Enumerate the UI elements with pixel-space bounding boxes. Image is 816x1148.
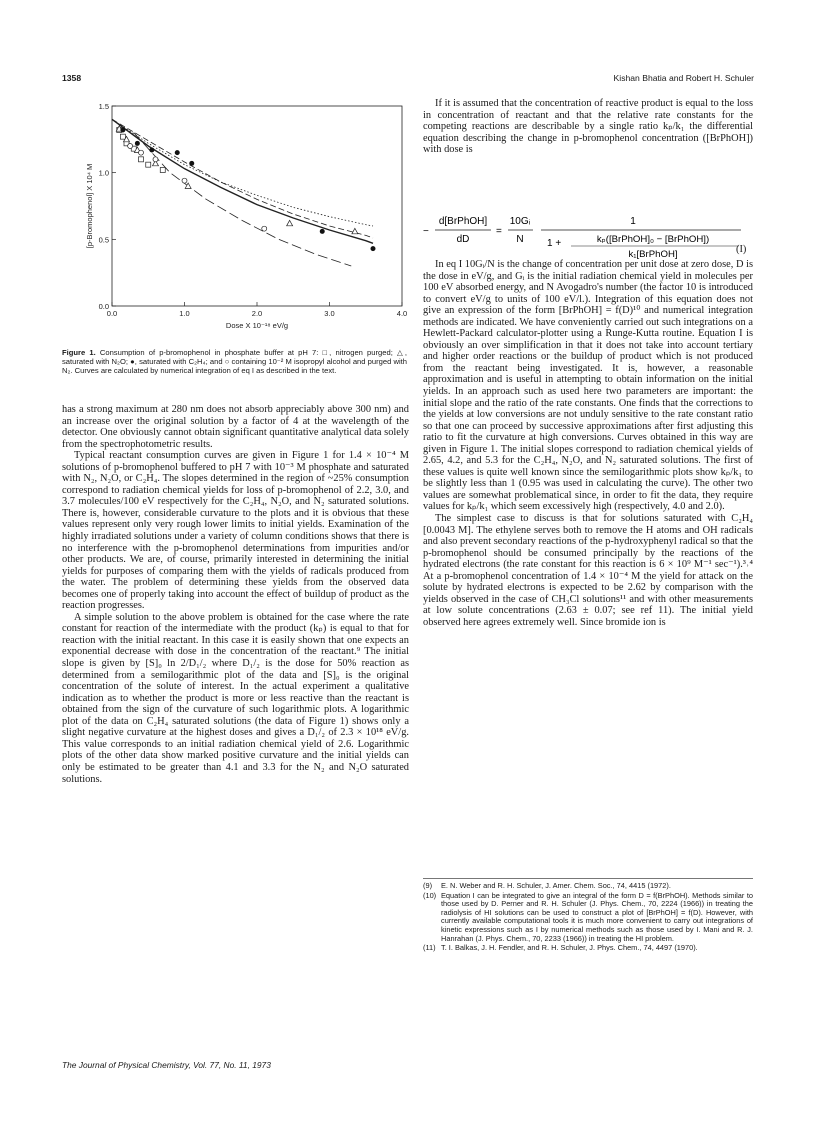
data-point-square <box>160 168 165 173</box>
data-point-filled-circle <box>320 229 325 234</box>
footnote-text: T. I. Balkas, J. H. Fendler, and R. H. Schuler, J. Phys. Chem., 74, 4497 (1970). <box>441 943 698 953</box>
eq-lhs-num: d[BrPhOH] <box>438 216 488 227</box>
y-tick-label: 0.0 <box>98 302 109 311</box>
left-paragraph: Typical reactant consumption curves are given in Figure 1 for 1.4 × 10⁻⁴ M solutions of p-bromophenol buffered to pH 7 with 10⁻³ M phosphate and saturated with N₂, N₂O, or C₂H₄. The slopes determined in the region of ~25% consumption correspond to radiation chemical yields for loss of p-bromophenol of 2.2, 3.0, and 3.7 molecules/100 eV respectively for the C₂H₄, N₂O, and N₂ saturated solutions. There is, however, considerable curvature to the plots and it is obvious that these values represent only very rough lower limits to initial yields. Examination of the highly irradiated solutions under a variety of column conditions shows that there is no interference with the p-bromophenol determinations from impurities and/or other products. We are, of course, primarily interested in determining the initial yields for purposes of comparing them with the yields of radicals produced from the water. The problem of determining these yields from the observed data becomes one of properly taking into account the effect of buildup of product as the reaction progresses. <box>62 450 409 612</box>
x-tick-label: 1.0 <box>179 309 190 318</box>
x-axis-label: Dose X 10⁻¹⁸ eV/g <box>225 321 289 330</box>
data-point-filled-circle <box>149 148 154 153</box>
plot-frame <box>112 106 402 306</box>
data-point-filled-circle <box>189 161 194 166</box>
footnote-number: (10) <box>423 890 437 900</box>
eq-one-plus: 1 + <box>547 238 562 249</box>
y-tick-label: 1.5 <box>98 102 109 111</box>
data-point-square <box>139 157 144 162</box>
footnote-rule <box>423 878 753 879</box>
left-paragraph: A simple solution to the above problem is obtained for the case where the rate constant for reaction of the intermediate with the product (kₚ) is equal to that for reaction with the initial reactant. In this case it is easily shown that one expects an exponential decrease with dose in the concentration of the reactant.⁹ The initial slope is given by [S]₀ ln 2/D₁/₂ where D₁/₂ is the dose for 50% reaction as determined from a semilogarithmic plot of the data and [S]₀ is the original concentration of the solute of interest. In the actual experiment a qualitative indication as to whether the product is more or less reactive than the reactant is obtained from the sign of the curvature of such logarithmic plots. A logarithmic plot of the data on C₂H₄ saturated solutions (the data of Figure 1) shows only a slight negative curvature at the highest doses and gives a D₁/₂ of 2.3 × 10¹⁸ eV/g. This value corresponds to an initial radiation chemical yield of 2.6. Logarithmic plots of the other data show marked positive curvature and the initial yields can only be estimated to be greater than 4.1 and 3.3 for the N₂ and N₂O saturated solutions. <box>62 611 409 785</box>
right-paragraph-intro: If it is assumed that the concentration of reactive product is equal to the loss in concentration of reactant and that the relative rate constants for the competing reactions are describable by a single ratio kₚ/k₁ the differential equation describing the change in p-bromophenol concentration ([BrPhOH]) with dose is <box>423 98 753 156</box>
eq-equals: = <box>496 226 502 237</box>
x-tick-label: 0.0 <box>106 309 118 318</box>
page-number: 1358 <box>62 73 82 83</box>
left-column <box>62 404 409 785</box>
data-point-triangle <box>287 220 293 225</box>
footnotes <box>423 882 753 954</box>
plot-layer <box>85 102 407 330</box>
data-point-filled-circle <box>175 150 180 155</box>
data-point-open-circle <box>182 178 187 183</box>
eq-lhs-den: dD <box>456 234 470 245</box>
data-point-triangle <box>352 228 358 234</box>
footnote-number: (9) <box>423 881 433 890</box>
figure-1-chart <box>84 96 408 336</box>
data-point-open-circle <box>153 157 158 162</box>
footnote <box>423 882 753 891</box>
fit-curve-solid <box>112 119 373 243</box>
right-column <box>423 259 753 629</box>
data-point-filled-circle <box>120 128 125 133</box>
eq-mid-num: 10Gᵢ <box>509 216 531 227</box>
running-head-authors: Kishan Bhatia and Robert H. Schuler <box>613 73 754 83</box>
x-tick-label: 4.0 <box>396 309 408 318</box>
eq-minus: − <box>423 226 429 237</box>
footnote <box>423 892 753 944</box>
y-tick-label: 1.0 <box>98 168 109 178</box>
data-point-open-circle <box>128 144 133 149</box>
eq-inner-num: kₚ([BrPhOH]₀ − [BrPhOH]) <box>596 234 710 245</box>
data-point-square <box>120 134 125 139</box>
fit-curve-dashed <box>112 119 373 238</box>
journal-footer: The Journal of Physical Chemistry, Vol. 77, No. 11, 1973 <box>62 1060 271 1070</box>
right-column-intro <box>423 98 753 156</box>
data-point-open-circle <box>262 226 267 231</box>
x-tick-label: 3.0 <box>324 309 335 318</box>
data-point-triangle <box>185 183 191 189</box>
y-tick-label: 0.5 <box>98 235 109 245</box>
caption-text: Consumption of p-bromophenol in phosphate buffer at pH 7: □, nitrogen purged; △, saturated with N₂O; ●, saturated with C₂H₄; and ○ containing 10⁻² M isopropyl alcohol and purged with N₂. Curves are calculated by numerical integration of eq I as described in the text. <box>62 348 407 376</box>
eq-inner-den: k₁[BrPhOH] <box>628 249 678 260</box>
caption-label: Figure 1. <box>62 348 96 357</box>
fit-curve-dotted <box>112 119 373 226</box>
equation-number: (I) <box>736 244 747 255</box>
equation-I <box>423 212 753 260</box>
right-paragraph: In eq I 10Gᵢ/N is the change of concentration per unit dose at zero dose, D is the dose in eV/g, and Gᵢ is the initial radiation chemical yield in molecules per 100 eV absorbed energy, and N Avogadro's number (the factor 10 is introduced to convert eV/g to units of 100 eV/l.). Integration of this equation does not give an expression of the form [BrPhOH] = f(D)¹⁰ and numerical integration methods are indicated. We have conveniently carried out such integrations on a Hewlett-Packard calculator-plotter using a Runge-Kutta routine. Equation I is obviously an over simplification in that it does not take into account tertiary and higher order reactions or the buildup of product which is not produced from the reactant being investigated. It is, however, a reasonable approximation and is useful in attempting to obtain information on the initial yields. In an approach such as used here two parameters are important: the initial slope and the ratio of the rate constants. One finds that the corrections to the yields at low conversions are not unduly sensitive to the rate constant ratio so that one can proceed by successive approximations after first adjusting this ratio to fit the curvature at high conversions. Curves obtained in this way are given in Figure 1. The initial slopes correspond to radiation chemical yields of 2.65, 4.2, and 5.3 for the C₂H₄, N₂O, and N₂ saturated solutions. The first of these values is quite well known since the semilogarithmic plots show kₚ/k₁ to be slightly less than 1 (0.95 was used in calculating the curve). The other two values are somewhat problematical since, in order to fit the data, they require values for kₚ/k₁ which seem excessively high (respectively, 4.0 and 2.0). <box>423 259 753 513</box>
data-point-square <box>146 162 151 167</box>
y-axis-label: [p-Bromophenol] X 10⁴ M <box>85 163 94 249</box>
data-point-filled-circle <box>371 246 376 251</box>
footnote-text: Equation I can be integrated to give an integral of the form D = f(BrPhOH). Methods similar to those used by D. Perner and R. H. Schuler (J. Phys. Chem., 70, 2224 (1966)) in treating the radiolysis of HI solutions can be used to construct a plot of [BrPhOH] = f(D). However, with currently available computational tools it is much more convenient to carry out integrations of kinetic expressions such as I by numerical methods such as those used by I. Mani and R. J. Hanrahan (J. Phys. Chem., 70, 2233 (1966)) in treating the HI problem. <box>441 890 753 943</box>
footnote-text: E. N. Weber and R. H. Schuler, J. Amer. Chem. Soc., 74, 4415 (1972). <box>441 881 671 890</box>
left-paragraph: has a strong maximum at 280 nm does not absorb appreciably above 300 nm) and an increase over the original solution by a factor of 4 at the wavelength of the detector. One obviously cannot obtain significant quantitative analytical data solely from the spectrophotometric results. <box>62 404 409 450</box>
footnote-number: (11) <box>423 943 436 953</box>
footnote <box>423 944 753 953</box>
data-point-filled-circle <box>135 141 140 146</box>
right-paragraph: The simplest case to discuss is that for solutions saturated with C₂H₄ [0.0043 M]. The ethylene serves both to remove the H atoms and OH radicals and also prevent secondary reactions of the p-hydroxyphenyl radical so that the p-bromophenol should be consumed principally by the reactions of the hydrated electrons (the rate constant for this reaction is 6 × 10⁹ M⁻¹ sec⁻¹).³˒⁴ At a p-bromophenol concentration of 1.4 × 10⁻⁴ M the yield for attack on the solute by hydrated electrons is expected to be 2.62 by comparison with the yields observed in the case of CH₃Cl solutions¹¹ and with other measurements at low solute concentrations (2.63 ± 0.07; see ref 11). The initial yield observed here agrees extremely well. Since bromide ion is <box>423 513 753 628</box>
data-point-open-circle <box>139 150 144 155</box>
fit-curve-longdash <box>134 133 352 266</box>
eq-mid-den: N <box>516 234 524 245</box>
eq-rhs-num: 1 <box>630 216 636 227</box>
x-tick-label: 2.0 <box>251 309 263 318</box>
figure-caption <box>62 348 407 376</box>
